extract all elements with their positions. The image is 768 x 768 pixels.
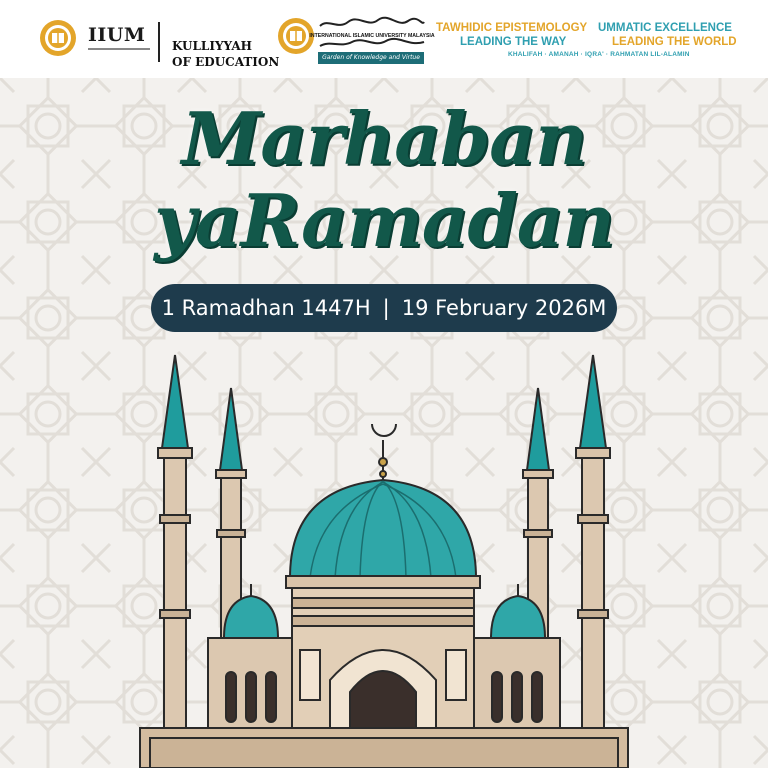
tagline1-line2: LEADING THE WAY — [460, 36, 567, 48]
tagline1-line1: TAWHIDIC EPISTEMOLOGY — [436, 22, 588, 34]
iium-logo-text: IIUM — [88, 24, 146, 46]
tagline2-line2: LEADING THE WORLD — [612, 36, 737, 48]
gregorian-date: 19 February 2026M — [401, 296, 607, 320]
header-bar — [0, 0, 768, 78]
tagline-values: KHALIFAH · AMANAH · IQRA' · RAHMATAN LIL-ALAMIN — [508, 51, 690, 58]
kulliyyah-line1: KULLIYYAH — [172, 39, 252, 53]
tagline2-line1: UMMATIC EXCELLENCE — [598, 22, 732, 34]
kulliyyah-line2: OF EDUCATION — [172, 55, 280, 69]
university-name: INTERNATIONAL ISLAMIC UNIVERSITY MALAYSIA — [309, 33, 435, 39]
hijri-date: 1 Ramadhan 1447H — [161, 296, 371, 320]
motto-bar: Garden of Knowledge and Virtue — [318, 52, 424, 64]
minaret-right-outer — [576, 355, 610, 728]
date-separator: | — [382, 296, 390, 320]
title-line2: yaRamadan — [154, 178, 614, 263]
iium-seal-icon — [38, 18, 78, 58]
arabic-calligraphy-name — [309, 16, 435, 50]
header-divider — [158, 22, 160, 62]
kulliyyah-name — [172, 38, 279, 70]
mosque-illustration — [0, 340, 768, 768]
crescent-moon-icon — [372, 424, 396, 436]
title-line1: Marhaban — [181, 96, 587, 181]
minaret-left-outer — [158, 355, 192, 728]
date-banner — [151, 284, 617, 332]
iium-subtext-line — [88, 47, 150, 51]
